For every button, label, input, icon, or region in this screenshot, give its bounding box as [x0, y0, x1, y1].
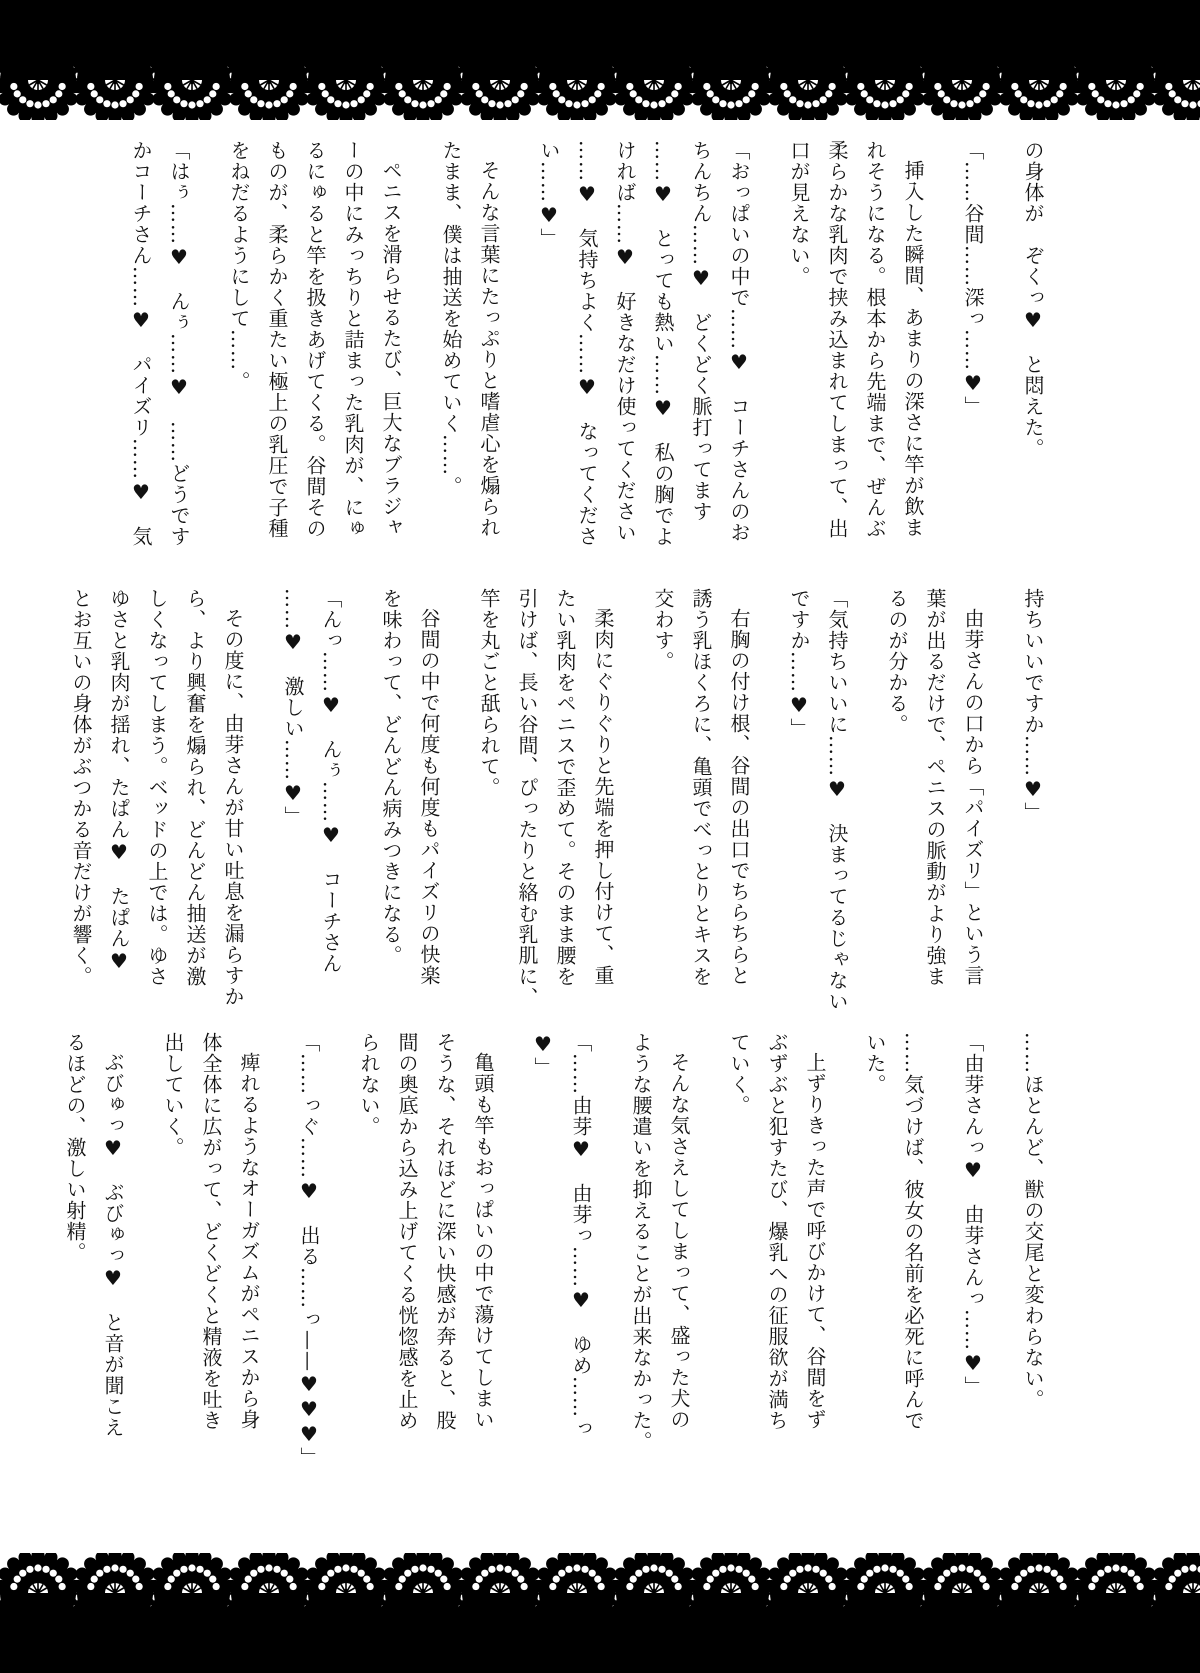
text-column: 「気持ちいいに……♥ 決まってるじゃない — [825, 588, 849, 1012]
text-column: い……♥」 — [537, 140, 561, 249]
text-column: しくなってしまう。ベッドの上では。ゆさ — [145, 588, 169, 987]
text-column: 「はぅ……♥ んぅ……♥ ……どうです — [167, 140, 191, 547]
text-column: をねだるようにして……。 — [227, 140, 251, 392]
text-column: ーの中にみっちりと詰まった乳肉が、にゅ — [341, 140, 365, 539]
text-column: 上ずりきった声で呼びかけて、谷間をず — [803, 1052, 827, 1430]
text-column: 誘う乳ほくろに、亀頭でべっとりとキスを — [689, 588, 713, 987]
text-column: たい乳肉をペニスで歪めて。そのまま腰を — [553, 588, 577, 987]
text-column: るにゅると竿を扱きあげてくる。谷間その — [303, 140, 327, 539]
text-column: 「おっぱいの中で……♥ コーチさんのお — [727, 140, 751, 543]
text-column: ですか……♥」 — [787, 588, 811, 739]
text-column: 体全体に広がって、どくどくと精液を吐き — [199, 1032, 223, 1431]
text-column: ものが、柔らかく重たい極上の乳圧で子種 — [265, 140, 289, 539]
text-column: ゆさと乳肉が揺れ、たぱん♥ たぱん♥ — [107, 588, 131, 974]
text-column: れそうになる。根本から先端まで、ぜんぶ — [863, 140, 887, 539]
text-column: そんな気さえしてしまって、盛った犬の — [667, 1052, 691, 1430]
text-column: いた。 — [863, 1032, 887, 1095]
text-column: 亀頭も竿もおっぱいの中で蕩けてしまい — [471, 1052, 495, 1430]
text-column: ペニスを滑らせるたび、巨大なブラジャ — [379, 160, 403, 538]
text-column: られない。 — [357, 1032, 381, 1137]
text-column: ぶびゅっ♥ ぶびゅっ♥ と音が聞こえ — [101, 1052, 125, 1438]
text-column: 引けば、長い谷間、ぴったりと絡む乳肌に、 — [515, 588, 539, 1008]
text-column: ……♥ 激しい……♥」 — [281, 588, 305, 827]
text-column: 交わす。 — [651, 588, 675, 672]
text-column: 持ちいいですか……♥」 — [1021, 588, 1045, 823]
text-column: ……気づけば、彼女の名前を必死に呼んで — [901, 1032, 925, 1431]
text-column: 柔肉にぐりぐりと先端を押し付けて、重 — [591, 608, 615, 986]
text-column: そんな言葉にたっぷりと嗜虐心を煽られ — [477, 160, 501, 538]
text-column: 挿入した瞬間、あまりの深さに竿が飲ま — [901, 160, 925, 538]
text-column: ちんちん……♥ どくどく脈打ってます — [689, 140, 713, 522]
text-column: ……♥ とっても熱い……♥ 私の胸でよ — [651, 140, 675, 547]
text-column: るほどの、激しい射精。 — [63, 1032, 87, 1263]
text-column: とお互いの身体がぶつかる音だけが響く。 — [69, 588, 93, 987]
text-column: ……♥ 気持ちよく……♥ なってくださ — [575, 140, 599, 547]
text-column: ♥」 — [531, 1032, 555, 1078]
text-column: ていく。 — [727, 1032, 751, 1116]
text-column: 「……谷間……深っ……♥」 — [961, 140, 985, 417]
text-column: 「由芽さんっ♥ 由芽さんっ……♥」 — [961, 1032, 985, 1397]
text-column: 竿を丸ごと舐られて。 — [477, 588, 501, 798]
text-column: を味わって、どんどん病みつきになる。 — [379, 588, 403, 966]
text-tier-middle — [62, 588, 1052, 1024]
text-column: ければ……♥ 好きなだけ使ってください — [613, 140, 637, 543]
text-column: そうな、それほどに深い快感が奔ると、股 — [433, 1032, 457, 1431]
text-column: 柔らかな乳肉で挟み込まれてしまって、出 — [825, 140, 849, 539]
text-column: ような腰遣いを抑えることが出来なかった。 — [629, 1032, 653, 1452]
text-column: 由芽さんの口から「パイズリ」という言 — [961, 608, 985, 986]
text-column: かコーチさん……♥ パイズリ……♥ 気 — [129, 140, 153, 547]
text-column: その度に、由芽さんが甘い吐息を漏らすか — [221, 608, 245, 1007]
text-column: の身体が ぞくっ♥ と悶えた。 — [1021, 140, 1045, 459]
text-column: 葉が出るだけで、ペニスの脈動がより強ま — [923, 588, 947, 987]
text-column: 「……っぐ……♥ 出る……っ——♥♥♥」 — [297, 1032, 321, 1468]
text-column: たまま、僕は抽送を始めていく……。 — [439, 140, 463, 497]
text-tier-top — [122, 140, 1052, 576]
text-column: ら、より興奮を煽られ、どんどん抽送が激 — [183, 588, 207, 987]
text-column: 出していく。 — [161, 1032, 185, 1158]
text-column: 「……由芽♥ 由芽っ……♥ ゆめ……っ — [569, 1032, 593, 1439]
text-column: 間の奥底から込み上げてくる恍惚感を止め — [395, 1032, 419, 1431]
text-column: 口が見えない。 — [787, 140, 811, 287]
text-column: 右胸の付け根、谷間の出口でちらちらと — [727, 608, 751, 986]
text-column: ……ほとんど、獣の交尾と変わらない。 — [1021, 1032, 1045, 1410]
text-column: 谷間の中で何度も何度もパイズリの快楽 — [417, 608, 441, 986]
text-tier-bottom — [56, 1032, 1052, 1468]
text-column: るのが分かる。 — [885, 588, 909, 735]
text-column: 「んっ……♥ んぅ……♥ コーチさん — [319, 588, 343, 974]
text-column: ぶずぶと犯すたび、爆乳への征服欲が満ち — [765, 1032, 789, 1431]
text-column: 痺れるようなオーガズムがペニスから身 — [237, 1052, 261, 1430]
lace-border-bottom-icon — [0, 1553, 1200, 1673]
lace-border-top-icon — [0, 0, 1200, 120]
